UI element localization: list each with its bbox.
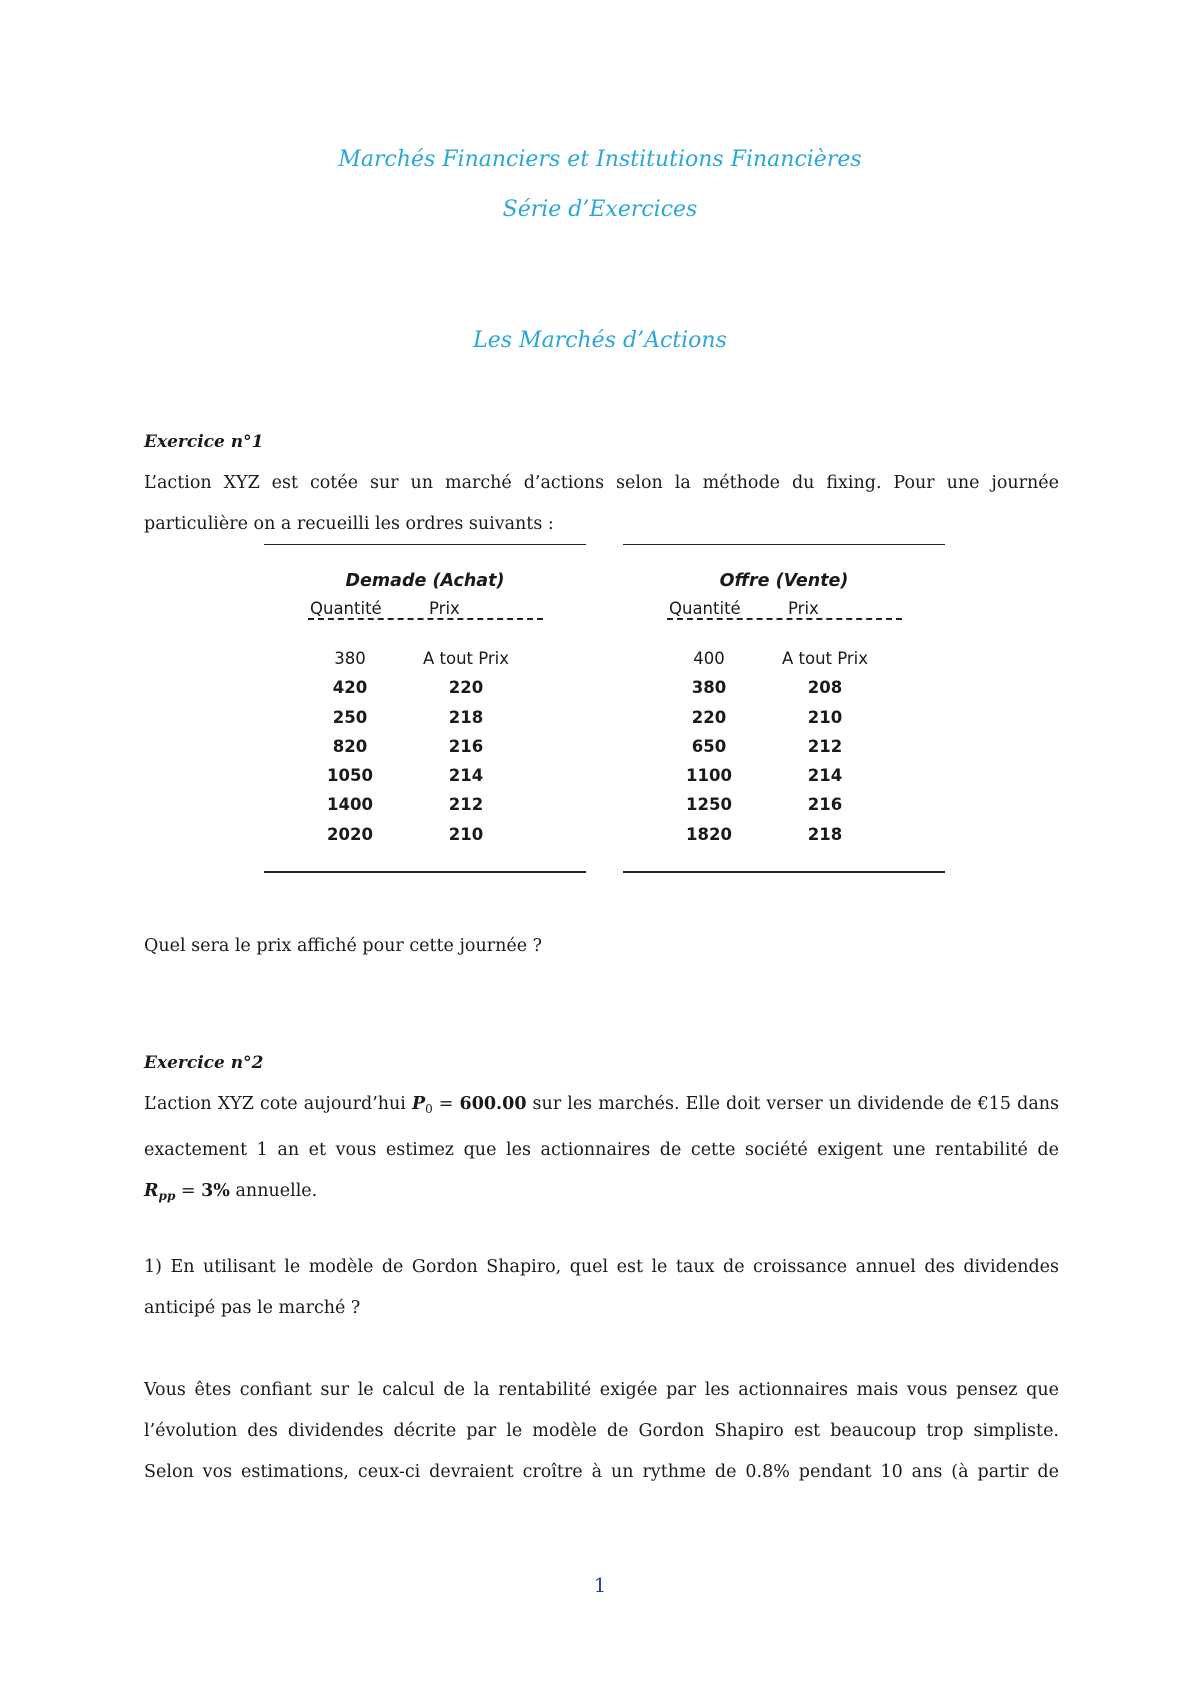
price-cell: 210 (807, 707, 843, 727)
document-subtitle: Série d’Exercices (502, 197, 698, 222)
math-equals: = (432, 1094, 460, 1114)
price-cell: A tout Prix (422, 649, 510, 668)
return-formula (144, 1181, 230, 1201)
price-cell: 208 (807, 678, 843, 698)
exercise-1-intro-line-1: L’action XYZ est cotée sur un marché d’actions selon la méthode du fixing. Pour une journée (144, 473, 1059, 493)
quantity-cell: 650 (691, 736, 727, 756)
price-cell: 212 (448, 795, 484, 815)
offer-header-divider (667, 618, 902, 620)
offer-qty-header: Quantité (669, 599, 741, 618)
text-span: sur les marchés. Elle doit verser un dividende de €15 dans (526, 1094, 1060, 1114)
text-span: annuelle. (229, 1181, 318, 1201)
math-subscript: 0 (425, 1102, 433, 1116)
demand-rows (264, 649, 586, 854)
exercise-1-intro-line-2: particulière on a recueilli les ordres suivants : (144, 514, 554, 534)
table-row (264, 795, 586, 824)
table-row (264, 766, 586, 795)
math-value: 3% (201, 1181, 230, 1201)
price-cell: 218 (448, 707, 484, 727)
demand-order-table (264, 544, 586, 873)
exercise-2-line-2: exactement 1 an et vous estimez que les actionnaires de cette société exigent une rentabilité de (144, 1140, 1059, 1160)
table-row (623, 708, 945, 737)
section-title: Les Marchés d’Actions (473, 328, 727, 353)
offer-price-header: Prix (788, 599, 819, 618)
exercise-1-heading: Exercice n°1 (144, 432, 264, 452)
price-cell: 220 (448, 678, 484, 698)
table-row (264, 737, 586, 766)
exercise-2-line-3 (144, 1171, 1059, 1217)
table-row (264, 678, 586, 707)
offer-order-table (623, 544, 945, 873)
math-equals: = (175, 1181, 202, 1201)
price-cell: 216 (448, 736, 484, 756)
paragraph-2-line-1: Vous êtes confiant sur le calcul de la rentabilité exigée par les actionnaires mais vous pensez que (144, 1380, 1059, 1400)
math-value: 600.00 (459, 1094, 527, 1114)
table-row (623, 678, 945, 707)
exercise-2-statement (144, 1084, 1059, 1217)
offer-table-title: Offre (Vente) (719, 571, 849, 591)
paragraph-2-line-3: Selon vos estimations, ceux-ci devraient croître à un rythme de 0.8% pendant 10 ans (à partir de (144, 1462, 1059, 1482)
quantity-cell: 1820 (686, 824, 732, 844)
price-cell: 210 (448, 824, 484, 844)
quantity-cell: 420 (332, 678, 368, 698)
table-row (264, 825, 586, 854)
table-row (264, 708, 586, 737)
text-span: L’action XYZ cote aujourd’hui (144, 1094, 412, 1114)
demand-header-divider (308, 618, 543, 620)
question-1-line-1: 1) En utilisant le modèle de Gordon Shapiro, quel est le taux de croissance annuel des dividendes (144, 1257, 1059, 1277)
quantity-cell: 1400 (327, 795, 373, 815)
exercise-2-heading: Exercice n°2 (144, 1053, 264, 1073)
price-cell: 212 (807, 736, 843, 756)
page-number: 1 (593, 1573, 607, 1597)
table-row (623, 737, 945, 766)
exercise-2-question-1 (144, 1247, 1059, 1329)
math-symbol: P (411, 1094, 426, 1114)
exercise-2-line-1 (144, 1084, 1059, 1130)
quantity-cell: 1100 (686, 766, 732, 786)
quantity-cell: 1050 (327, 766, 373, 786)
paragraph-2-line-2: l’évolution des dividendes décrite par le modèle de Gordon Shapiro est beaucoup trop simpliste. (144, 1421, 1059, 1441)
document-title: Marchés Financiers et Institutions Financières (338, 147, 862, 172)
demand-price-header: Prix (429, 599, 460, 618)
table-row (264, 649, 586, 678)
quantity-cell: 2020 (327, 824, 373, 844)
demand-table-title: Demade (Achat) (345, 571, 505, 591)
price-cell: 214 (807, 766, 843, 786)
quantity-cell: 220 (691, 707, 727, 727)
offer-rows (623, 649, 945, 854)
quantity-cell: 400 (693, 649, 725, 668)
quantity-cell: 380 (334, 649, 366, 668)
math-subscript: pp (158, 1189, 176, 1203)
quantity-cell: 820 (332, 736, 368, 756)
table-row (623, 649, 945, 678)
price-cell: 214 (448, 766, 484, 786)
question-1-line-2: anticipé pas le marché ? (144, 1298, 361, 1318)
table-row (623, 795, 945, 824)
price-cell: 216 (807, 795, 843, 815)
price-cell: A tout Prix (781, 649, 869, 668)
math-symbol: R (144, 1181, 159, 1201)
demand-qty-header: Quantité (310, 599, 382, 618)
exercise-2-paragraph-2 (144, 1370, 1059, 1493)
table-row (623, 825, 945, 854)
table-row (623, 766, 945, 795)
exercise-1-question: Quel sera le prix affiché pour cette journée ? (144, 936, 543, 956)
quantity-cell: 250 (332, 707, 368, 727)
exercise-1-intro (144, 463, 1059, 545)
quantity-cell: 380 (691, 678, 727, 698)
price-cell: 218 (807, 824, 843, 844)
quantity-cell: 1250 (686, 795, 732, 815)
price-formula (412, 1094, 527, 1114)
